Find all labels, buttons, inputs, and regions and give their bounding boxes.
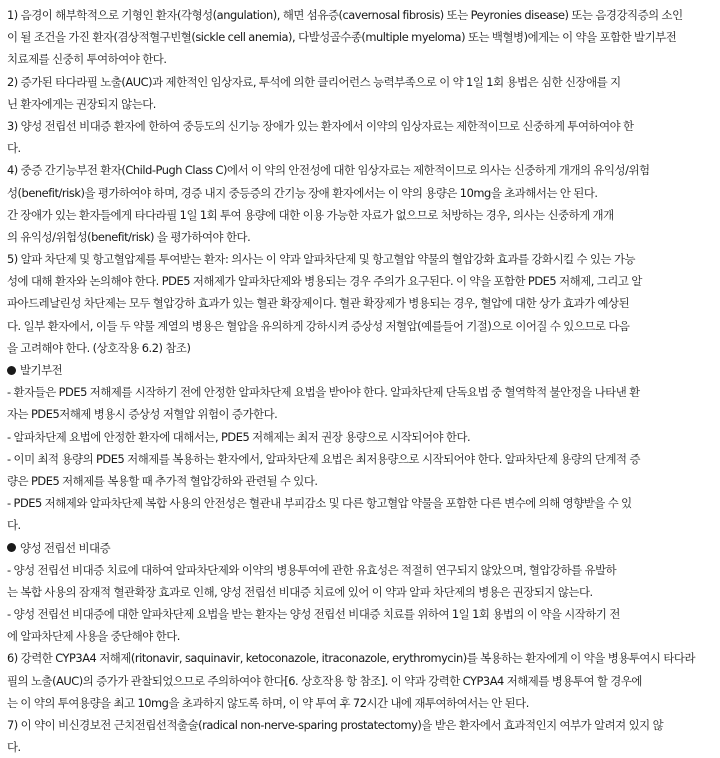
text-line: 다. 일부 환자에서, 이들 두 약물 계열의 병용은 혈압을 유의하게 강하시켜 증상성 저혈압(예를들어 기절)으로 이어질 수 있으므로 다음 — [7, 318, 630, 333]
section-item5 — [7, 248, 710, 359]
text-line: 4) 중증 간기능부전 환자(Child-Pugh Class C)에서 이 약의 안전성에 대한 임상자료는 제한적이므로 의사는 신중하게 개개의 유익성/위험 — [7, 163, 650, 178]
text-line: 7) 이 약이 비신경보전 근치전립선적출술(radical non-nerve-sparing prostatectomy)을 받은 환자에서 효과적인지 여부가 알려져 있지 않 — [7, 718, 664, 732]
text-line: 자는 PDE5저해제 병용시 증상성 저혈압 위험이 증가한다. — [7, 407, 278, 422]
section-ed-heading — [7, 359, 710, 381]
text-line: 5) 알파 차단제 및 항고혈압제를 투여받는 환자: 의사는 이 약과 알파차단제 및 항고혈압 약물의 혈압강화 효과를 강화시킬 수 있는 가능 — [7, 252, 636, 267]
text-line: - 이미 최적 용량의 PDE5 저해제를 복용하는 환자에서, 알파차단제 요법은 최저용량으로 시작되어야 한다. 알파차단제 용량의 단계적 증 — [7, 451, 640, 466]
section-ed-items — [7, 381, 710, 536]
text-line: 다. — [7, 141, 21, 156]
section-item6 — [7, 647, 710, 714]
bullet-icon — [7, 543, 16, 552]
text-line: 간 장애가 있는 환자들에게 타다라필 1일 1회 투여 용량에 대한 이용 가능한 자료가 없으므로 처방하는 경우, 의사는 신중하게 개개 — [7, 207, 614, 222]
section-item4 — [7, 159, 710, 248]
text-line: 2) 증가된 타다라필 노출(AUC)과 제한적인 임상자료, 투석에 의한 클리어런스 능력부족으로 이 약 1일 1회 용법은 심한 신장애를 지 — [7, 74, 621, 89]
text-line: 3) 양성 전립선 비대증 환자에 한하여 중등도의 신기능 장애가 있는 환자에서 이약의 임상자료는 제한적이므로 신중하게 투여하여야 한 — [7, 118, 634, 133]
text-line: 치료제를 신중히 투여하여야 한다. — [7, 52, 167, 67]
text-line: 파아드레날린성 차단제는 모두 혈압강하 효과가 있는 혈관 확장제이다. 혈관 확장제가 병용되는 경우, 혈압에 대한 상가 효과가 예상된 — [7, 296, 630, 311]
text-line: - 양성 전립선 비대증에 대한 알파차단제 요법을 받는 환자는 양성 전립선 비대증 치료를 위하여 1일 1회 용법의 이 약을 시작하기 전 — [7, 607, 620, 622]
text-line: 성에 대해 환자와 논의해야 한다. PDE5 저해제가 알파차단제와 병용되는 경우 주의가 요구된다. 이 약을 포함한 PDE5 저해제, 그리고 알 — [7, 274, 642, 289]
section-item2 — [7, 71, 710, 115]
section-item7 — [7, 714, 710, 758]
heading-text: 양성 전립선 비대증 — [20, 540, 111, 555]
text-line: 성(benefit/risk)을 평가하여야 하며, 경증 내지 중등증의 간기능 장애 환자에서는 이 약의 용량은 10mg을 초과해서는 안 된다. — [7, 185, 598, 200]
text-line: 는 복합 사용의 잠재적 혈관확장 효과로 인해, 양성 전립선 비대증 치료에 있어 이 약과 알파 차단제의 병용은 권장되지 않는다. — [7, 584, 593, 599]
text-line: 다. — [7, 740, 21, 755]
text-line: 1) 음경이 해부학적으로 기형인 환자(각형성(angulation), 해면 섬유증(cavernosal fibrosis) 또는 Peyronies disease) 또는 음경강직증의 소인 — [7, 8, 683, 22]
section-heading — [7, 359, 710, 381]
text-line: - PDE5 저해제와 알파차단제 복합 사용의 안전성은 혈관내 부피감소 및 다른 항고혈압 약물을 포함한 다른 변수에 의해 영향받을 수 있 — [7, 496, 632, 511]
text-line: 이 될 조건을 가진 환자(겸상적혈구빈혈(sickle cell anemia), 다발성골수종(multiple myeloma) 또는 백혈병)에게는 이 약을 포함한 발기부전 — [7, 30, 677, 45]
text-line: - 알파차단제 요법에 안정한 환자에 대해서는, PDE5 저해제는 최저 권장 용량으로 시작되어야 한다. — [7, 429, 471, 444]
text-line: 에 알파차단제 사용을 중단해야 한다. — [7, 629, 180, 644]
bullet-icon — [7, 366, 16, 375]
text-line: 다. — [7, 518, 21, 533]
section-bph-items — [7, 559, 710, 648]
section-item1 — [7, 4, 710, 71]
section-bph-heading — [7, 537, 710, 559]
text-line: 는 이 약의 투여용량을 최고 10mg을 초과하지 않도록 하며, 이 약 투여 후 72시간 내에 재투여하여서는 안 된다. — [7, 695, 529, 710]
section-item3 — [7, 115, 710, 159]
text-line: 필의 노출(AUC)의 증가가 관찰되었으므로 주의하여야 한다[6. 상호작용 항 참조]. 이 약과 강력한 CYP3A4 저해제를 병용투여 할 경우에 — [7, 673, 642, 688]
heading-text: 발기부전 — [20, 363, 63, 377]
text-line: 을 고려해야 한다. (상호작용 6.2) 참조) — [7, 340, 191, 355]
text-line: - 양성 전립선 비대증 치료에 대하여 알파차단제와 이약의 병용투여에 관한 유효성은 적절히 연구되지 않았으며, 혈압강하를 유발하 — [7, 562, 617, 577]
text-line: 량은 PDE5 저해제를 복용할 때 추가적 혈압강하와 관련될 수 있다. — [7, 473, 318, 488]
text-line: 닌 환자에게는 권장되지 않는다. — [7, 96, 156, 111]
text-line: - 환자들은 PDE5 저해제를 시작하기 전에 안정한 알파차단제 요법을 받아야 한다. 알파차단제 단독요법 중 혈역학적 불안정을 나타낸 환 — [7, 385, 640, 400]
section-heading — [7, 537, 710, 559]
text-line: 6) 강력한 CYP3A4 저해제(ritonavir, saquinavir, ketoconazole, itraconazole, erythromycin)를 복용하는 환자에게 이 약을 병용투여시 타다라 — [7, 651, 696, 666]
text-line: 의 유익성/위험성(benefit/risk) 을 평가하여야 한다. — [7, 229, 251, 244]
